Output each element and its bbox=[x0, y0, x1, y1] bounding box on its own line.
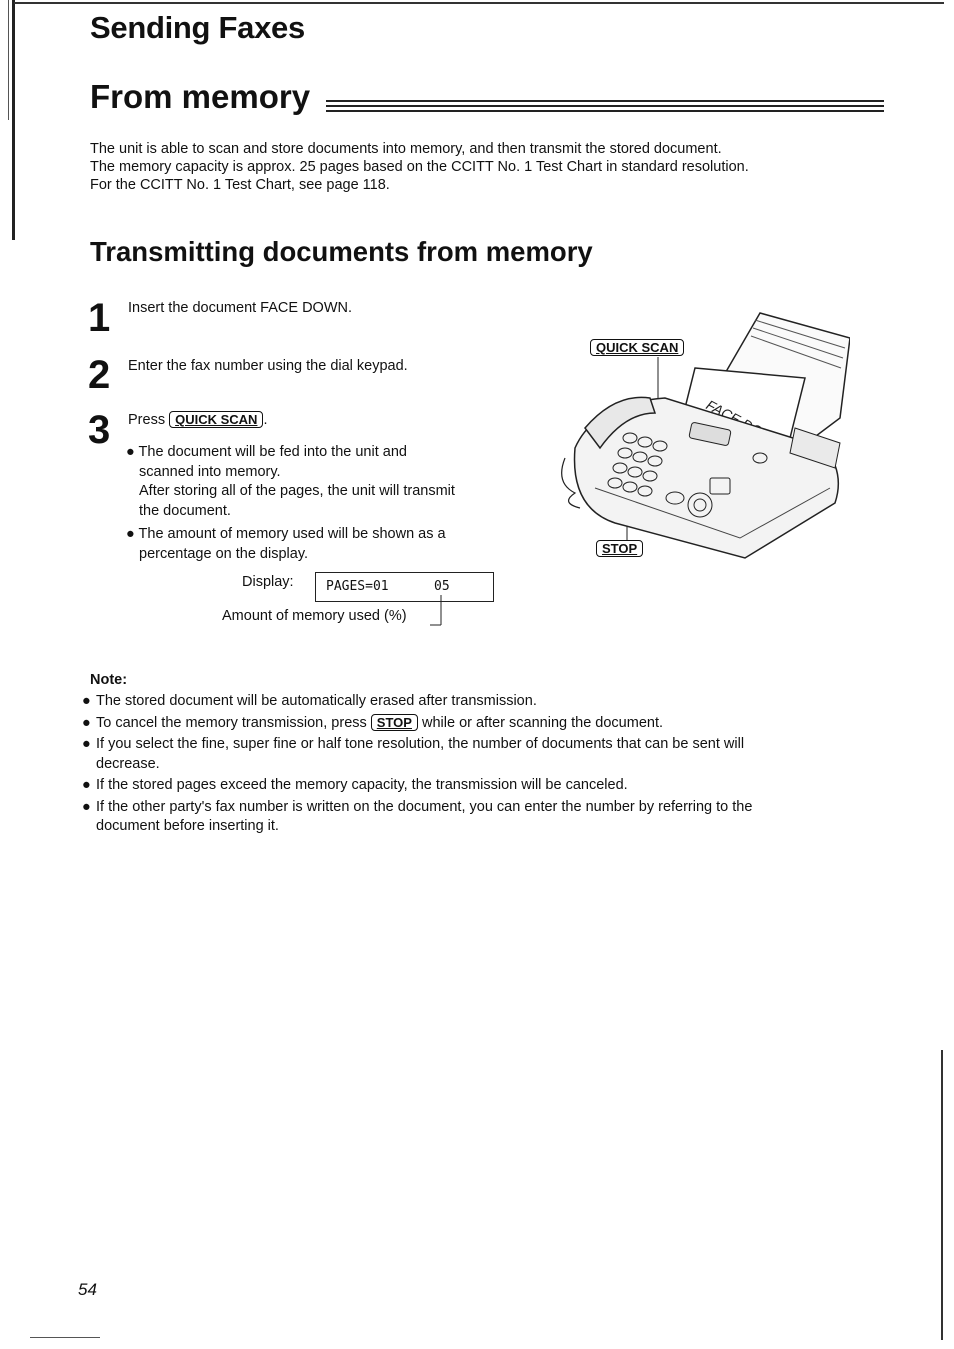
note-text: To cancel the memory transmission, press bbox=[96, 714, 367, 731]
callout-line bbox=[420, 595, 450, 630]
right-margin-rule bbox=[941, 1050, 943, 1340]
intro-line: For the CCITT No. 1 Test Chart, see page 118. bbox=[90, 177, 390, 193]
page-heading: From memory bbox=[90, 78, 311, 115]
step-number: 2 bbox=[88, 353, 111, 397]
stop-label: STOP bbox=[596, 540, 643, 557]
bullet-item: ● The amount of memory used will be shown as a bbox=[126, 526, 446, 542]
bullet-text: After storing all of the pages, the unit will transmit bbox=[139, 483, 455, 499]
bullet-text: percentage on the display. bbox=[139, 545, 309, 562]
stop-key: STOP bbox=[371, 714, 418, 731]
notes-list bbox=[82, 692, 842, 837]
top-rule bbox=[14, 2, 944, 4]
intro-paragraph bbox=[90, 140, 850, 194]
quick-scan-key: QUICK SCAN bbox=[169, 411, 263, 428]
note-item: ● The stored document will be automatically erased after transmission. bbox=[82, 693, 537, 709]
page-number: 54 bbox=[78, 1280, 97, 1299]
quick-scan-label: QUICK SCAN bbox=[590, 339, 684, 356]
note-item: ● To cancel the memory transmission, press STOP while or after scanning the document. bbox=[82, 714, 663, 731]
note-text: document before inserting it. bbox=[96, 818, 279, 834]
lcd-display bbox=[315, 572, 494, 602]
amount-of-memory-label: Amount of memory used (%) bbox=[222, 608, 407, 624]
step-prefix: Press bbox=[128, 412, 166, 428]
subheading: Transmitting documents from memory bbox=[90, 236, 593, 267]
intro-line: The memory capacity is approx. 25 pages based on the CCITT No. 1 Test Chart in standard resolution. bbox=[90, 159, 749, 175]
note-text: decrease. bbox=[96, 755, 160, 772]
step-text: Insert the document FACE DOWN. bbox=[128, 300, 353, 316]
display-label: Display: bbox=[242, 574, 294, 590]
note-text: while or after scanning the document. bbox=[422, 714, 663, 731]
note-item: ● If the stored pages exceed the memory capacity, the transmission will be canceled. bbox=[82, 777, 628, 793]
note-text: If the other party's fax number is written on the document, you can enter the number by referring to the bbox=[96, 798, 753, 815]
step-text bbox=[128, 411, 267, 430]
left-margin-rule-thin bbox=[8, 0, 9, 120]
note-item: ● If you select the fine, super fine or half tone resolution, the number of documents that can be sent will decrease. bbox=[82, 736, 745, 772]
note-title: Note: bbox=[90, 672, 128, 688]
fax-machine-illustration bbox=[555, 308, 850, 570]
note-text: If the stored pages exceed the memory capacity, the transmission will be canceled. bbox=[96, 777, 628, 793]
bottom-rule bbox=[30, 1337, 100, 1338]
heading-rule bbox=[326, 100, 884, 118]
step-number: 3 bbox=[88, 408, 111, 452]
bullet-text: The amount of memory used will be shown as a bbox=[138, 526, 446, 542]
step-text: Enter the fax number using the dial keypad. bbox=[128, 358, 408, 374]
bullet-text: scanned into memory. bbox=[139, 463, 281, 480]
left-margin-rule bbox=[12, 0, 15, 240]
step-suffix: . bbox=[263, 412, 268, 428]
section-header: Sending Faxes bbox=[90, 10, 305, 45]
bullet-text: The document will be fed into the unit and bbox=[138, 444, 407, 460]
note-text: If you select the fine, super fine or half tone resolution, the number of documents that can be sent will bbox=[96, 736, 745, 752]
bullet-text: the document. bbox=[139, 502, 231, 519]
note-item: ● If the other party's fax number is written on the document, you can enter the number by referring to the document before inserting it. bbox=[82, 798, 753, 834]
intro-line: The unit is able to scan and store documents into memory, and then transmit the stored document. bbox=[90, 141, 722, 157]
bullet-item: ● The document will be fed into the unit and bbox=[126, 444, 407, 460]
display-pages-text: PAGES=01 bbox=[326, 579, 389, 594]
step3-bullets bbox=[126, 443, 526, 564]
step-number: 1 bbox=[88, 296, 111, 340]
note-text: The stored document will be automatically erased after transmission. bbox=[96, 693, 537, 709]
display-percent-text: 05 bbox=[434, 579, 450, 594]
